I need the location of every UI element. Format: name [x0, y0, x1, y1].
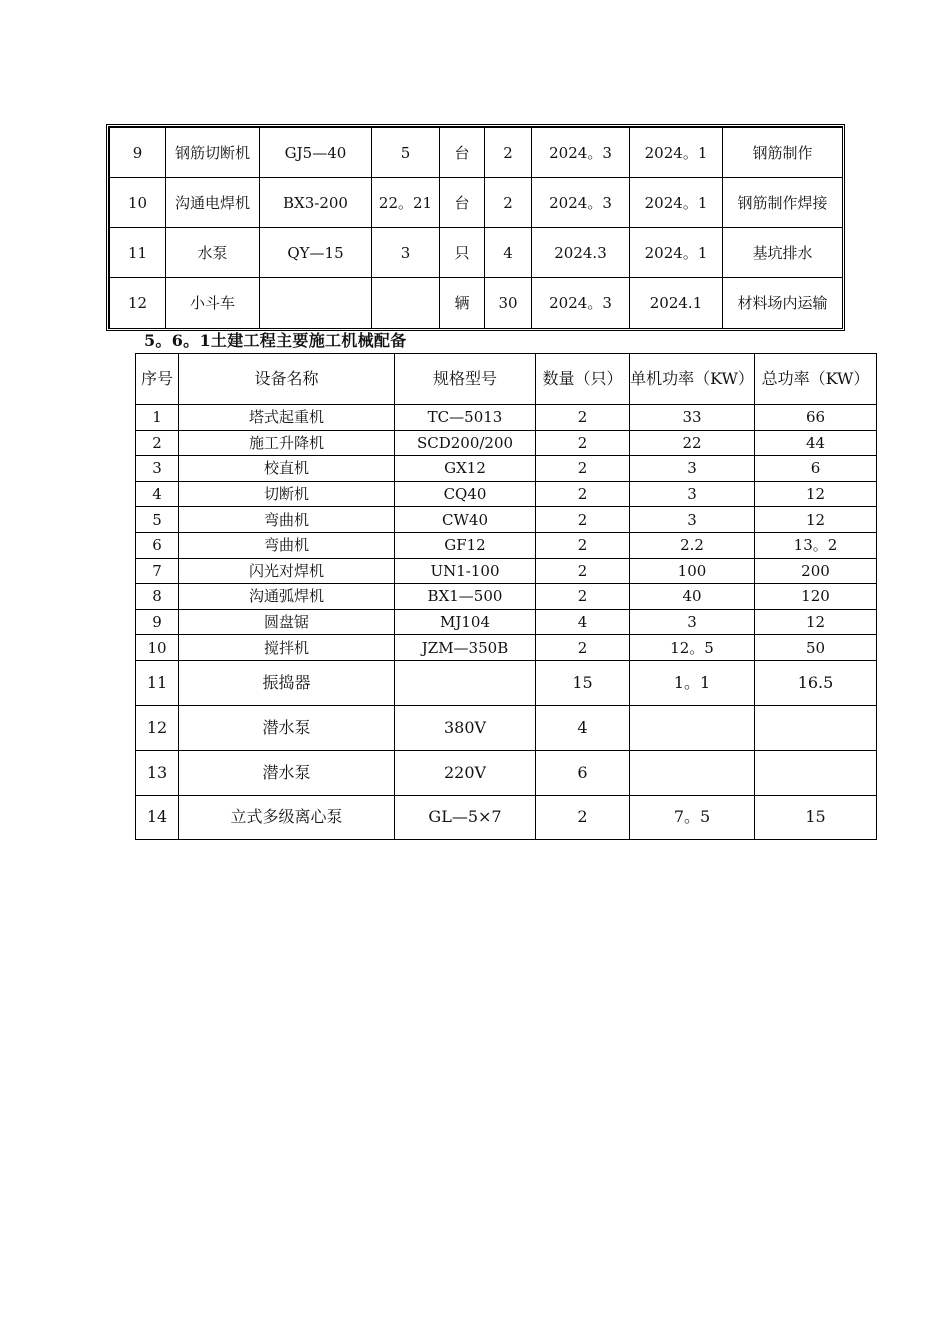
table-cell: 8 [136, 584, 179, 610]
table-cell: 380V [395, 705, 536, 750]
table-cell: 13。2 [755, 532, 877, 558]
table-cell: 14 [136, 795, 179, 839]
table-cell: GL—5×7 [395, 795, 536, 839]
table-cell: 3 [372, 228, 440, 278]
table-cell: 钢筋制作 [723, 128, 843, 178]
table-cell: UN1-100 [395, 558, 536, 584]
table-cell: QY—15 [260, 228, 372, 278]
table-cell: 2 [536, 507, 630, 533]
table-cell: 沟通电焊机 [166, 178, 260, 228]
table-cell: 辆 [440, 278, 485, 329]
table-cell: 2 [536, 584, 630, 610]
table-cell: 100 [630, 558, 755, 584]
table-cell: 9 [136, 609, 179, 635]
table-cell: 小斗车 [166, 278, 260, 329]
table-cell: 潜水泵 [179, 750, 395, 795]
table-row [136, 456, 877, 482]
table-cell: 潜水泵 [179, 705, 395, 750]
header-cell: 单机功率（KW） [630, 354, 755, 405]
table-cell: 6 [136, 532, 179, 558]
table-cell: 材料场内运输 [723, 278, 843, 329]
table-cell: 2 [485, 128, 532, 178]
table-cell: 22 [630, 430, 755, 456]
table-cell: 33 [630, 405, 755, 431]
table-cell: 40 [630, 584, 755, 610]
table-cell: 220V [395, 750, 536, 795]
table-row [110, 228, 843, 278]
table-cell [260, 278, 372, 329]
table-row [136, 507, 877, 533]
table-cell: 2024。1 [630, 228, 723, 278]
header-cell: 序号 [136, 354, 179, 405]
table-row [136, 705, 877, 750]
table-row [136, 609, 877, 635]
table-cell: BX1—500 [395, 584, 536, 610]
table-cell: 12 [110, 278, 166, 329]
table-cell: SCD200/200 [395, 430, 536, 456]
table-cell: 2 [536, 558, 630, 584]
table-cell: 钢筋切断机 [166, 128, 260, 178]
table-row [136, 795, 877, 839]
table-row [110, 278, 843, 329]
table-cell: 切断机 [179, 481, 395, 507]
table-cell: 2 [536, 430, 630, 456]
table-cell: 3 [630, 609, 755, 635]
table-cell: 12。5 [630, 635, 755, 661]
table-cell: BX3-200 [260, 178, 372, 228]
table-cell: 5 [136, 507, 179, 533]
table-cell: 校直机 [179, 456, 395, 482]
table-cell: 15 [755, 795, 877, 839]
table-cell: 2024.3 [532, 228, 630, 278]
table-header-row [136, 354, 877, 405]
table-cell: 5 [372, 128, 440, 178]
table-row [110, 178, 843, 228]
table-cell: 2 [536, 481, 630, 507]
table-cell: 66 [755, 405, 877, 431]
table-cell: 台 [440, 178, 485, 228]
table-cell: 搅拌机 [179, 635, 395, 661]
table-cell: 12 [755, 609, 877, 635]
table-cell: 2024。3 [532, 128, 630, 178]
table-cell: 10 [110, 178, 166, 228]
table-cell: 2024。3 [532, 278, 630, 329]
table-cell: JZM—350B [395, 635, 536, 661]
table-cell: 11 [110, 228, 166, 278]
table-cell [372, 278, 440, 329]
table-row [136, 430, 877, 456]
table-cell: 2 [536, 795, 630, 839]
table-cell: GJ5—40 [260, 128, 372, 178]
table-cell: 2 [536, 405, 630, 431]
table-cell: 弯曲机 [179, 507, 395, 533]
table-cell: 台 [440, 128, 485, 178]
table-cell: 塔式起重机 [179, 405, 395, 431]
table-cell: 120 [755, 584, 877, 610]
table-cell [630, 705, 755, 750]
table-cell: GX12 [395, 456, 536, 482]
table-cell: 圆盘锯 [179, 609, 395, 635]
header-cell: 规格型号 [395, 354, 536, 405]
table-cell: TC—5013 [395, 405, 536, 431]
table-cell: 沟通弧焊机 [179, 584, 395, 610]
table-cell: 2.2 [630, 532, 755, 558]
table-cell: 11 [136, 660, 179, 705]
table-cell: 7。5 [630, 795, 755, 839]
table-cell: 施工升降机 [179, 430, 395, 456]
table-cell [630, 750, 755, 795]
table-row [136, 481, 877, 507]
table-row [136, 660, 877, 705]
table-cell: 10 [136, 635, 179, 661]
table-cell: 9 [110, 128, 166, 178]
table-cell: 12 [755, 507, 877, 533]
table-cell: 钢筋制作焊接 [723, 178, 843, 228]
table-cell: 22。21 [372, 178, 440, 228]
table-cell: 4 [536, 609, 630, 635]
table-cell [755, 705, 877, 750]
header-cell: 总功率（KW） [755, 354, 877, 405]
table-cell: 1 [136, 405, 179, 431]
table-cell: 3 [630, 456, 755, 482]
table-row [136, 635, 877, 661]
table-cell: MJ104 [395, 609, 536, 635]
table-cell: GF12 [395, 532, 536, 558]
table-row [136, 584, 877, 610]
table-cell: 44 [755, 430, 877, 456]
table-row [136, 750, 877, 795]
header-cell: 设备名称 [179, 354, 395, 405]
table-cell: 2 [136, 430, 179, 456]
table-cell: 基坑排水 [723, 228, 843, 278]
table-cell: 2024。1 [630, 178, 723, 228]
table-cell: 6 [755, 456, 877, 482]
table-cell: 200 [755, 558, 877, 584]
table-row [110, 128, 843, 178]
table-cell: 4 [136, 481, 179, 507]
table-cell: 振捣器 [179, 660, 395, 705]
table-cell [395, 660, 536, 705]
table-cell: 水泵 [166, 228, 260, 278]
table-row [136, 405, 877, 431]
table-cell: 4 [485, 228, 532, 278]
equipment-table [109, 127, 843, 329]
table-cell: 6 [536, 750, 630, 795]
table-cell: 16.5 [755, 660, 877, 705]
table-cell: 2024。1 [630, 128, 723, 178]
table-cell: 3 [136, 456, 179, 482]
table-cell: 12 [755, 481, 877, 507]
table-cell: 只 [440, 228, 485, 278]
table-cell: 7 [136, 558, 179, 584]
table-cell [755, 750, 877, 795]
table-cell: 4 [536, 705, 630, 750]
table-cell: 2024。3 [532, 178, 630, 228]
table-cell: 立式多级离心泵 [179, 795, 395, 839]
table-cell: 1。1 [630, 660, 755, 705]
table-row [136, 532, 877, 558]
table-row [136, 558, 877, 584]
table-cell: 2024.1 [630, 278, 723, 329]
table-cell: CW40 [395, 507, 536, 533]
table-cell: 3 [630, 481, 755, 507]
table-cell: 2 [536, 635, 630, 661]
header-cell: 数量（只） [536, 354, 630, 405]
table-cell: 闪光对焊机 [179, 558, 395, 584]
table-cell: 弯曲机 [179, 532, 395, 558]
table-cell: 2 [485, 178, 532, 228]
equipment-table-continued [106, 124, 845, 331]
section-heading: 5。6。1土建工程主要施工机械配备 [144, 331, 407, 350]
table-cell: CQ40 [395, 481, 536, 507]
table-cell: 2 [536, 456, 630, 482]
machinery-table [135, 353, 877, 840]
table-cell: 50 [755, 635, 877, 661]
table-cell: 13 [136, 750, 179, 795]
table-cell: 3 [630, 507, 755, 533]
table-cell: 2 [536, 532, 630, 558]
table-cell: 15 [536, 660, 630, 705]
table-cell: 30 [485, 278, 532, 329]
table-cell: 12 [136, 705, 179, 750]
